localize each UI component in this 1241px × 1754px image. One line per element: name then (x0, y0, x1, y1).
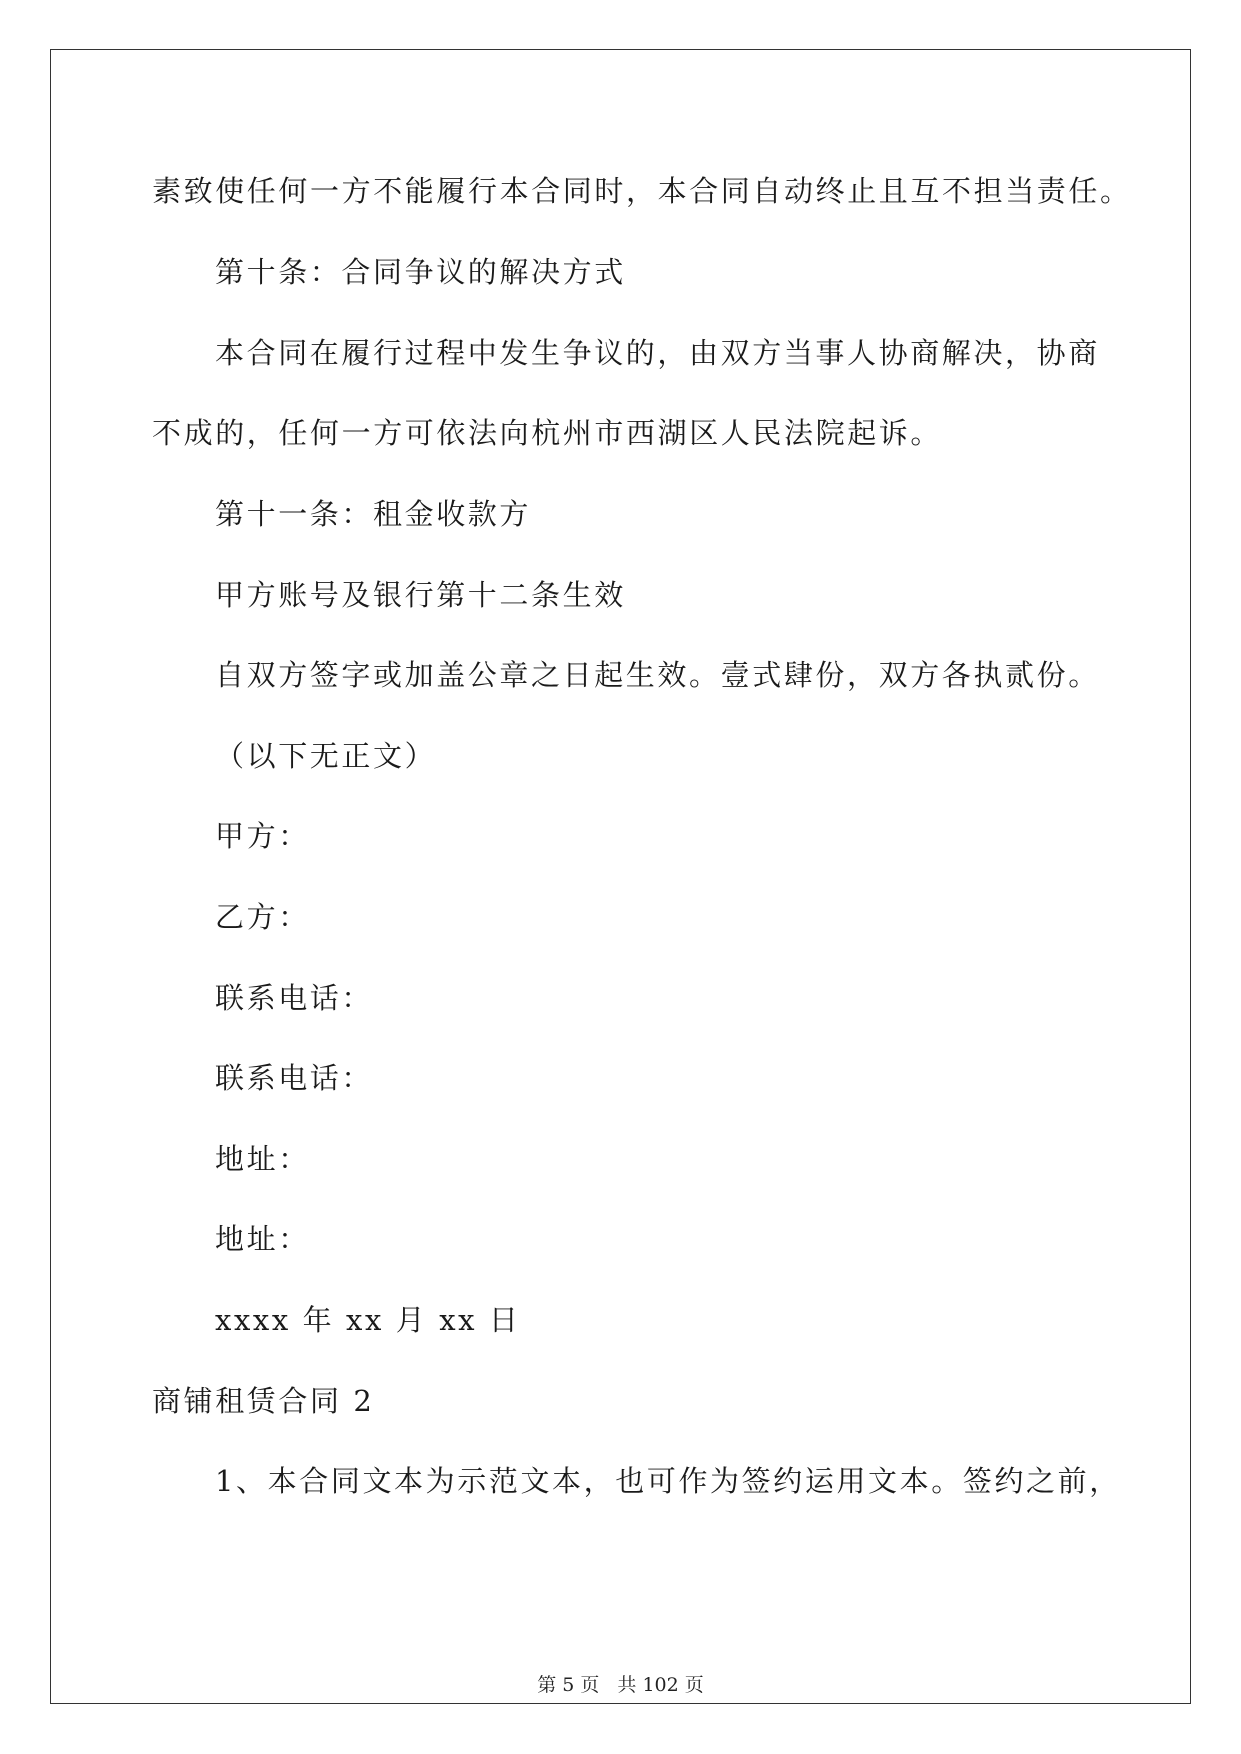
page-footer (0, 1674, 1241, 1696)
phone-label: 联系电话： (215, 981, 374, 1015)
page-number: 第 5 页 (537, 1674, 600, 1696)
text-line: 甲方账号及银行第十二条生效 (215, 578, 626, 612)
no-more-text-note: （以下无正文） (215, 739, 437, 773)
section-title: 商铺租赁合同 2 (152, 1384, 375, 1418)
text-line: 本合同在履行过程中发生争议的，由双方当事人协商解决，协商 (215, 336, 1100, 370)
page-border (50, 49, 1191, 1704)
party-b-label: 乙方： (215, 900, 310, 934)
text-line: 1、本合同文本为示范文本，也可作为签约运用文本。签约之前， (215, 1464, 1121, 1498)
address-label: 地址： (215, 1142, 310, 1176)
article-10-heading: 第十条：合同争议的解决方式 (215, 255, 626, 289)
text-line: 素致使任何一方不能履行本合同时，本合同自动终止且互不担当责任。 (152, 174, 1132, 208)
phone-label: 联系电话： (215, 1061, 374, 1095)
text-line: 不成的，任何一方可依法向杭州市西湖区人民法院起诉。 (152, 416, 943, 450)
page-total: 共 102 页 (617, 1674, 704, 1696)
article-11-heading: 第十一条：租金收款方 (215, 497, 532, 531)
address-label: 地址： (215, 1222, 310, 1256)
party-a-label: 甲方： (215, 819, 310, 853)
text-line: 自双方签字或加盖公章之日起生效。壹式肆份，双方各执贰份。 (215, 658, 1100, 692)
date-line: xxxx 年 xx 月 xx 日 (215, 1303, 521, 1337)
